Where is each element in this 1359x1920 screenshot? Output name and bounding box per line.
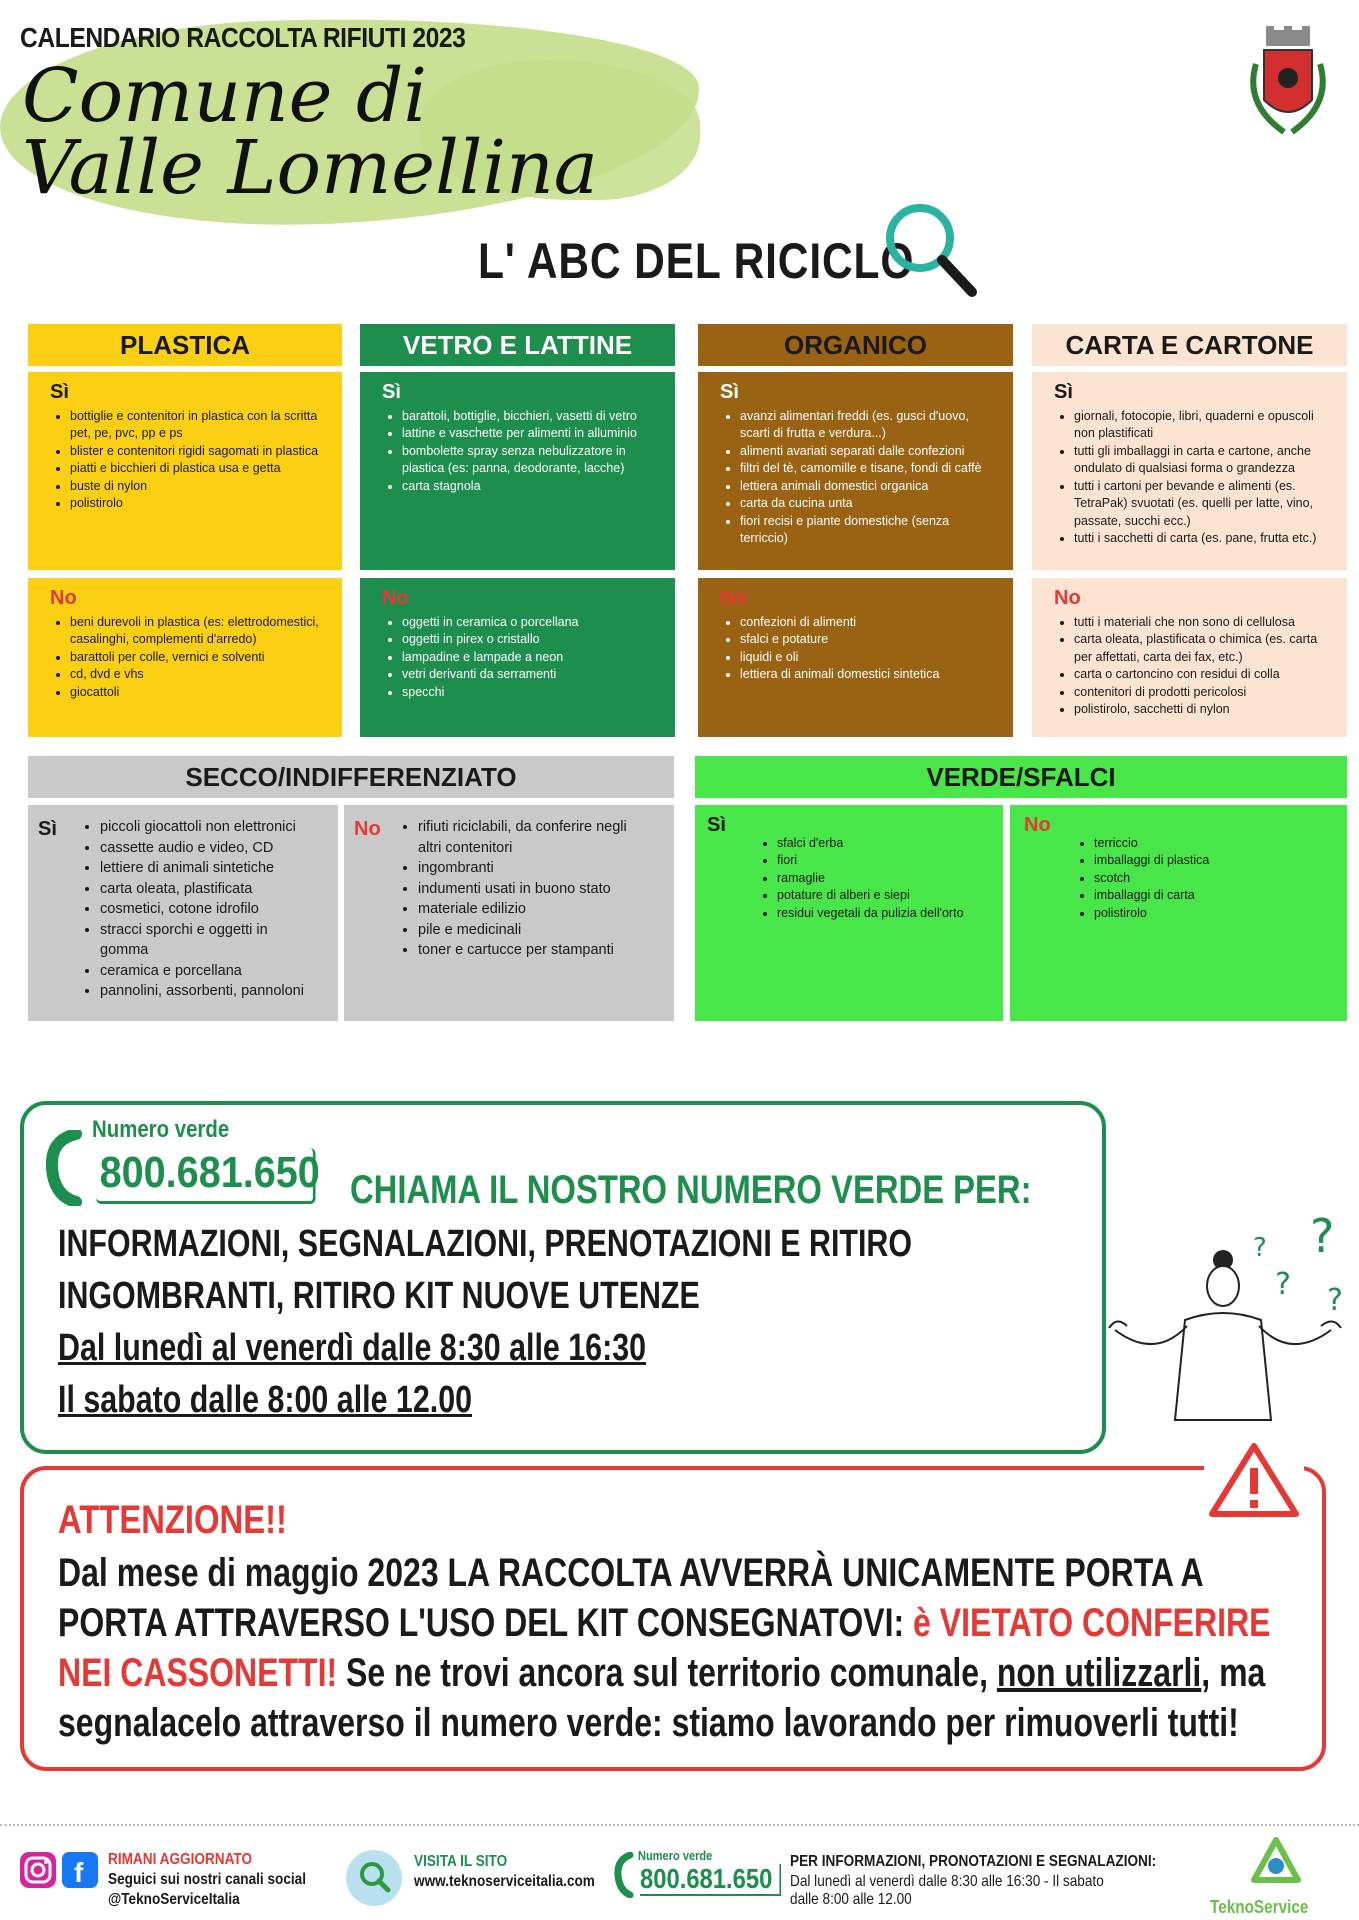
list-item: • stracci sporchi e oggetti in gomma — [100, 920, 316, 961]
question-mark-icon: ? — [1310, 1210, 1335, 1263]
warning-triangle-icon — [1204, 1440, 1304, 1520]
question-mark-icon: ? — [1327, 1283, 1343, 1318]
vetro-no-list — [382, 614, 653, 702]
si-label: Sì — [720, 381, 739, 403]
carta-si-card — [1032, 372, 1347, 570]
facebook-icon[interactable] — [62, 1852, 98, 1888]
search-icon — [346, 1850, 402, 1906]
list-item: • ceramica e porcellana — [100, 961, 316, 982]
phone-icon — [46, 1130, 86, 1206]
list-item: • barattoli, bottiglie, bicchieri, vasetti di vetro — [402, 408, 653, 426]
comune-line-2: Valle Lomellina — [22, 125, 598, 211]
secco-si-card — [28, 805, 338, 1021]
list-item: • carta o cartoncino con residui di colla — [1074, 666, 1325, 684]
list-item: • avanzi alimentari freddi (es. gusci d'uovo, scarti di frutta e verdura...) — [740, 408, 991, 443]
carta-no-list — [1054, 614, 1325, 719]
no-label: No — [50, 587, 77, 609]
verde-si-list — [757, 835, 981, 923]
list-item: • tutti i materiali che non sono di cellulosa — [1074, 614, 1325, 632]
list-item: • polistirolo — [1094, 905, 1325, 923]
carta-si-list — [1054, 408, 1325, 548]
list-item: • sfalci d'erba — [777, 835, 981, 853]
list-item: • pile e medicinali — [418, 920, 652, 941]
list-item: • tutti i sacchetti di carta (es. pane, frutta etc.) — [1074, 530, 1325, 548]
list-item: • piccoli giocattoli non elettronici — [100, 817, 316, 838]
call-hours-weekdays: Dal lunedì al venerdì dalle 8:30 alle 16:30 — [58, 1327, 647, 1369]
list-item: • filtri del tè, camomille e tisane, fondi di caffè — [740, 460, 991, 478]
vetro-no-card — [360, 578, 675, 737]
list-item: • potature di alberi e siepi — [777, 887, 981, 905]
numero-verde-label: Numero verde — [92, 1116, 230, 1143]
no-label: No — [720, 587, 747, 609]
list-item: • residui vegetali da pulizia dell'orto — [777, 905, 981, 923]
list-item: • cassette audio e video, CD — [100, 838, 316, 859]
list-item: • beni durevoli in plastica (es: elettrodomestici, casalinghi, complementi d'arredo) — [70, 614, 320, 649]
si-label: Sì — [707, 814, 726, 836]
organico-no-card — [698, 578, 1013, 737]
list-item: • carta oleata, plastificata — [100, 879, 316, 900]
svg-text:f: f — [74, 1857, 84, 1888]
list-item: • tutti i cartoni per bevande e alimenti (es. TetraPak) svuotati (es. quelli per latte, vino, passate, succhi ecc.) — [1074, 478, 1325, 531]
plastica-no-card — [28, 578, 342, 737]
footer-divider — [0, 1824, 1359, 1827]
comune-line-1: Comune di — [22, 53, 428, 139]
list-item: • giornali, fotocopie, libri, quaderni e opuscoli non plastificati — [1074, 408, 1325, 443]
no-label: No — [1024, 814, 1051, 836]
list-item: • carta oleata, plastificata o chimica (es. carta per affettati, carta dei fax, etc.) — [1074, 631, 1325, 666]
verde-no-card — [1010, 805, 1347, 1021]
list-item: • oggetti in ceramica o porcellana — [402, 614, 653, 632]
secco-no-list — [396, 817, 652, 961]
list-item: • lampadine e lampade a neon — [402, 649, 653, 667]
list-item: • piatti e bicchieri di plastica usa e getta — [70, 460, 320, 478]
vetro-header: VETRO E LATTINE — [360, 324, 675, 366]
list-item: • oggetti in pirex o cristallo — [402, 631, 653, 649]
no-label: No — [382, 587, 409, 609]
plastica-si-list — [50, 408, 320, 513]
secco-si-list — [78, 817, 316, 1002]
list-item: • alimenti avariati separati dalle confezioni — [740, 443, 991, 461]
organico-si-list — [720, 408, 991, 548]
carta-no-card — [1032, 578, 1347, 737]
call-hours-saturday: Il sabato dalle 8:00 alle 12.00 — [58, 1379, 473, 1421]
footer-nv-label: Numero verde — [638, 1848, 713, 1863]
footer-nv-number[interactable]: 800.681.650 — [640, 1864, 781, 1896]
list-item: • scotch — [1094, 870, 1325, 888]
warning-vietato: è VIETATO CONFERIRE NEI CASSONETTI! — [58, 1601, 1271, 1695]
si-label: Sì — [1054, 381, 1073, 403]
plastica-no-list — [50, 614, 320, 702]
comune-name — [22, 53, 598, 211]
warning-part-1: Dal mese di maggio 2023 LA RACCOLTA AVVERRÀ UNICAMENTE PORTA A PORTA ATTRAVERSO L'USO DEL KIT CONSEGNATOVI: — [58, 1551, 1203, 1645]
si-label: Sì — [38, 818, 57, 840]
list-item: • cd, dvd e vhs — [70, 666, 320, 684]
confused-person-illustration — [1105, 1210, 1350, 1425]
list-item: • contenitori di prodotti pericolosi — [1074, 684, 1325, 702]
phone-icon — [614, 1852, 634, 1898]
abc-title: L' ABC DEL RICICLO — [478, 233, 915, 289]
site-url[interactable]: www.teknoserviceitalia.com — [414, 1873, 595, 1890]
list-item: • lettiera di animali domestici sintetica — [740, 666, 991, 684]
list-item: • fiori recisi e piante domestiche (senza terriccio) — [740, 513, 991, 548]
calendar-title: CALENDARIO RACCOLTA RIFIUTI 2023 — [20, 22, 466, 53]
list-item: • rifiuti riciclabili, da conferire negli altri contenitori — [418, 817, 652, 858]
list-item: • imballaggi di carta — [1094, 887, 1325, 905]
secco-header: SECCO/INDIFFERENZIATO — [28, 756, 674, 798]
verde-header: VERDE/SFALCI — [695, 756, 1347, 798]
warning-part-3: Se ne trovi ancora sul territorio comunale, — [337, 1651, 997, 1695]
list-item: • fiori — [777, 852, 981, 870]
list-item: • giocattoli — [70, 684, 320, 702]
verde-si-card — [695, 805, 1003, 1021]
attenzione-text — [58, 1548, 1306, 1748]
list-item: • polistirolo — [70, 495, 320, 513]
plastica-si-card — [28, 372, 342, 570]
list-item: • lettiere di animali sintetiche — [100, 858, 316, 879]
si-label: Sì — [382, 381, 401, 403]
organico-header: ORGANICO — [698, 324, 1013, 366]
list-item: • pannolini, assorbenti, pannoloni — [100, 981, 316, 1002]
list-item: • lattine e vaschette per alimenti in alluminio — [402, 425, 653, 443]
list-item: • buste di nylon — [70, 478, 320, 496]
list-item: • terriccio — [1094, 835, 1325, 853]
warning-part-5: , ma segnalacelo attraverso il numero verde: stiamo lavorando per rimuoverli tutti! — [58, 1651, 1266, 1745]
question-mark-icon: ? — [1253, 1233, 1267, 1263]
numero-verde-number[interactable]: 800.681.650 — [96, 1148, 316, 1204]
list-item: • bottiglie e contenitori in plastica con la scritta pet, pe, pvc, pp e ps — [70, 408, 320, 443]
carta-header: CARTA E CARTONE — [1032, 324, 1347, 366]
list-item: • carta stagnola — [402, 478, 653, 496]
list-item: • blister e contenitori rigidi sagomati in plastica — [70, 443, 320, 461]
list-item: • toner e cartucce per stampanti — [418, 940, 652, 961]
list-item: • bombolette spray senza nebulizzatore in plastica (es: panna, deodorante, lacche) — [402, 443, 653, 478]
vetro-si-card — [360, 372, 675, 570]
list-item: • polistirolo, sacchetti di nylon — [1074, 701, 1325, 719]
secco-no-card — [344, 805, 674, 1021]
no-label: No — [354, 818, 381, 840]
list-item: • imballaggi di plastica — [1094, 852, 1325, 870]
warning-non-utilizzarli: non utilizzarli — [996, 1651, 1202, 1695]
magnifier-icon — [880, 200, 980, 300]
social-text: Seguici sui nostri canali social — [108, 1871, 307, 1888]
organico-si-card — [698, 372, 1013, 570]
attenzione-title: ATTENZIONE!! — [58, 1498, 287, 1542]
list-item: • ingombranti — [418, 858, 652, 879]
call-line-1: INFORMAZIONI, SEGNALAZIONI, PRENOTAZIONI E RITIRO — [58, 1223, 913, 1265]
info-line-2: dalle 8:00 alle 12.00 — [790, 1891, 912, 1908]
list-item: • sfalci e potature — [740, 631, 991, 649]
call-line-2: INGOMBRANTI, RITIRO KIT NUOVE UTENZE — [58, 1275, 700, 1317]
question-mark-icon: ? — [1275, 1267, 1291, 1302]
plastica-header: PLASTICA — [28, 324, 342, 366]
list-item: • specchi — [402, 684, 653, 702]
list-item: • ramaglie — [777, 870, 981, 888]
info-title: PER INFORMAZIONI, PRONOTAZIONI E SEGNALAZIONI: — [790, 1853, 1157, 1870]
verde-no-list — [1074, 835, 1325, 923]
list-item: • vetri derivanti da serramenti — [402, 666, 653, 684]
no-label: No — [1054, 587, 1081, 609]
info-line-1: Dal lunedì al venerdì dalle 8:30 alle 16:30 - Il sabato — [790, 1873, 1104, 1890]
list-item: • tutti gli imballaggi in carta e cartone, anche ondulato di qualsiasi forma o grandezza — [1074, 443, 1325, 478]
list-item: • barattoli per colle, vernici e solventi — [70, 649, 320, 667]
instagram-icon[interactable] — [20, 1852, 56, 1888]
list-item: • carta da cucina unta — [740, 495, 991, 513]
social-title: RIMANI AGGIORNATO — [108, 1851, 253, 1868]
list-item: • indumenti usati in buono stato — [418, 879, 652, 900]
social-handle[interactable]: @TeknoServiceItalia — [108, 1891, 240, 1908]
site-title: VISITA IL SITO — [414, 1853, 508, 1870]
organico-no-list — [720, 614, 991, 684]
vetro-si-list — [382, 408, 653, 496]
list-item: • materiale edilizio — [418, 899, 652, 920]
recycle-logo-icon — [1246, 1836, 1306, 1894]
list-item: • lettiera animali domestici organica — [740, 478, 991, 496]
call-headline: CHIAMA IL NOSTRO NUMERO VERDE PER: — [350, 1168, 1032, 1212]
list-item: • cosmetici, cotone idrofilo — [100, 899, 316, 920]
call-details — [58, 1218, 912, 1426]
brand-logo: TeknoService — [1210, 1897, 1309, 1917]
coat-of-arms-icon — [1240, 24, 1336, 154]
list-item: • confezioni di alimenti — [740, 614, 991, 632]
list-item: • liquidi e oli — [740, 649, 991, 667]
si-label: Sì — [50, 381, 69, 403]
